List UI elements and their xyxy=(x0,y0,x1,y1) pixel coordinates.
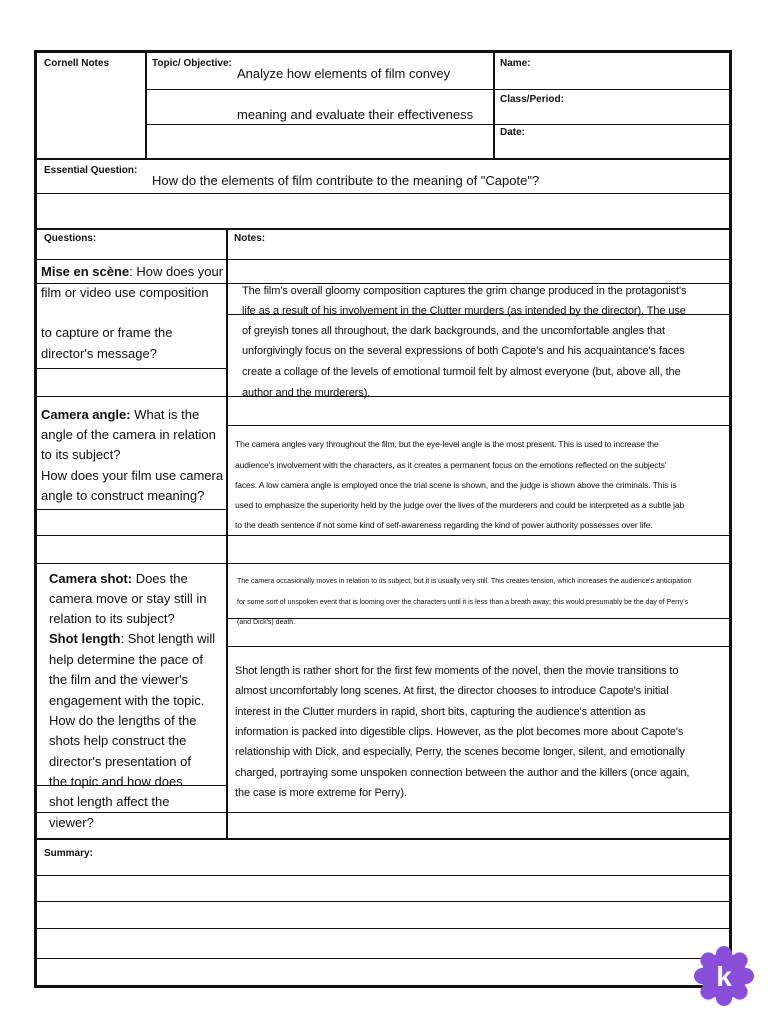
q-rule xyxy=(36,368,226,369)
note-line[interactable]: create a collage of the levels of emotional turmoil felt by almost everyone (but, above all, the xyxy=(242,366,681,378)
question-line: viewer? xyxy=(49,815,94,830)
mise-text: : How does your xyxy=(129,264,224,279)
question-line: help determine the pace of xyxy=(49,652,203,667)
question-line: shot length affect the xyxy=(49,794,170,809)
question-line: director's message? xyxy=(41,346,157,361)
summary-rule xyxy=(36,901,730,902)
notes-label: Notes: xyxy=(234,233,266,244)
summary-rule xyxy=(36,928,730,929)
question-line: to its subject? xyxy=(41,447,121,462)
q-rule xyxy=(36,283,226,284)
cornell-notes-frame xyxy=(34,50,732,988)
topic-label: Topic/ Objective: xyxy=(152,58,232,69)
question-camera-shot xyxy=(49,571,188,586)
note-line[interactable]: to the death sentence if not some kind of self-awareness regarding the kind of power authority possesses over life. xyxy=(235,520,653,530)
note-line[interactable]: information is packed into digestible clips. However, as the plot becomes more about Capote's xyxy=(235,726,684,738)
n-rule xyxy=(228,283,730,284)
note-line[interactable]: almost uncomfortably long scenes. At first, the director chooses to introduce Capote's initial xyxy=(235,685,669,697)
essential-question-text[interactable]: How do the elements of film contribute to the meaning of "Capote"? xyxy=(152,173,540,188)
header-rule-2 xyxy=(146,124,730,125)
note-line[interactable]: charged, portraying some unspoken connection between the author and the killers (once again, xyxy=(235,767,690,779)
question-shot-length xyxy=(49,631,215,646)
note-line[interactable]: The camera occasionally moves in relation to its subject, but it is usually very still. This creates tension, which increases the audience's anticipation xyxy=(237,578,692,585)
kami-logo-icon[interactable] xyxy=(694,946,754,1006)
topic-line-2[interactable]: meaning and evaluate their effectiveness xyxy=(237,107,474,122)
note-line[interactable]: relationship with Dick, and especially, Perry, the scenes become longer, silent, and emotionally xyxy=(235,746,685,758)
note-line[interactable]: The camera angles vary throughout the film, but the eye-level angle is the most present. This is used to increase the xyxy=(235,439,659,449)
name-label: Name: xyxy=(500,58,531,69)
kami-logo-letter: k xyxy=(716,961,732,992)
question-mise-en-scene xyxy=(41,264,223,279)
question-line: film or video use composition xyxy=(41,285,209,300)
note-line[interactable]: The film's overall gloomy composition captures the grim change produced in the protagonist's xyxy=(242,285,687,297)
header-divider-right xyxy=(493,52,495,158)
question-line: How do the lengths of the xyxy=(49,713,197,728)
questions-label: Questions: xyxy=(44,233,97,244)
question-camera-angle xyxy=(41,407,199,422)
question-line: engagement with the topic. xyxy=(49,693,205,708)
question-line: to capture or frame the xyxy=(41,325,173,340)
date-label: Date: xyxy=(500,127,526,138)
note-line[interactable]: life as a result of his involvement in the Clutter murders (as intended by the director). The use xyxy=(242,305,686,317)
question-line: the film and the viewer's xyxy=(49,672,189,687)
n-rule xyxy=(228,646,730,647)
note-line[interactable]: (and Dick's) death. xyxy=(237,619,296,626)
note-line[interactable]: interest in the Clutter murders in rapid, short bits, capturing the audience's attention as xyxy=(235,706,646,718)
question-line: How does your film use camera xyxy=(41,468,224,483)
question-line: the topic and how does xyxy=(49,774,183,789)
cornell-notes-label: Cornell Notes xyxy=(44,58,110,69)
essential-rule xyxy=(36,193,730,194)
angle-heading: Camera angle: xyxy=(41,407,131,422)
question-line: director's presentation of xyxy=(49,754,191,769)
q-rule xyxy=(36,396,226,397)
q-rule xyxy=(36,812,226,813)
class-period-label: Class/Period: xyxy=(500,94,564,105)
column-header-rule xyxy=(36,259,730,260)
shot-text: Does the xyxy=(132,571,188,586)
n-rule xyxy=(228,535,730,536)
shot-heading: Camera shot: xyxy=(49,571,133,586)
angle-text: What is the xyxy=(130,407,200,422)
q-rule xyxy=(36,535,226,536)
q-rule xyxy=(36,563,226,564)
summary-label: Summary: xyxy=(44,848,93,859)
essential-bottom-rule xyxy=(36,228,730,230)
note-line[interactable]: the case is more extreme for Perry). xyxy=(235,787,407,799)
n-rule xyxy=(228,812,730,813)
header-bottom-rule xyxy=(36,158,730,160)
q-rule xyxy=(36,509,226,510)
topic-line-1[interactable]: Analyze how elements of film convey xyxy=(237,66,451,81)
column-divider xyxy=(226,230,228,838)
note-line[interactable]: author and the murderers). xyxy=(242,387,371,399)
question-line: shots help construct the xyxy=(49,733,187,748)
header-divider-left xyxy=(145,52,147,158)
note-line[interactable]: faces. A low camera angle is employed once the trial scene is shown, and the judge is shown above the criminals. This is xyxy=(235,480,677,490)
question-line: relation to its subject? xyxy=(49,611,175,626)
note-line[interactable]: audience's involvement with the characters, as it creates a permanent focus on the emotions reflected on the subjects' xyxy=(235,460,667,470)
summary-rule xyxy=(36,875,730,876)
mise-heading: Mise en scène xyxy=(41,264,130,279)
note-line[interactable]: for some sort of unspoken event that is looming over the characters until it is less than a breath away; this would presumably be the day of Perry's xyxy=(237,599,689,606)
note-line[interactable]: used to emphasize the superiority held by the judge over the lives of the murderers and could be interpreted as a subtle jab xyxy=(235,500,685,510)
n-rule xyxy=(228,563,730,564)
note-line[interactable]: Shot length is rather short for the first few moments of the novel, then the movie transitions to xyxy=(235,665,679,677)
summary-rule xyxy=(36,958,730,959)
question-line: angle to construct meaning? xyxy=(41,488,205,503)
note-line[interactable]: unforgivingly focus on the several expressions of both Capote's and his acquaintance's faces xyxy=(242,345,685,357)
n-rule xyxy=(228,618,730,619)
note-line[interactable]: of greyish tones all throughout, the dark backgrounds, and the uncomfortable angles that xyxy=(242,325,665,337)
essential-question-label: Essential Question: xyxy=(44,165,138,176)
header-rule-1 xyxy=(146,89,730,90)
question-line: camera move or stay still in xyxy=(49,591,207,606)
question-line: angle of the camera in relation xyxy=(41,427,216,442)
n-rule xyxy=(228,425,730,426)
length-text: : Shot length will xyxy=(120,631,216,646)
length-heading: Shot length xyxy=(49,631,121,646)
notes-bottom-rule xyxy=(36,838,730,840)
